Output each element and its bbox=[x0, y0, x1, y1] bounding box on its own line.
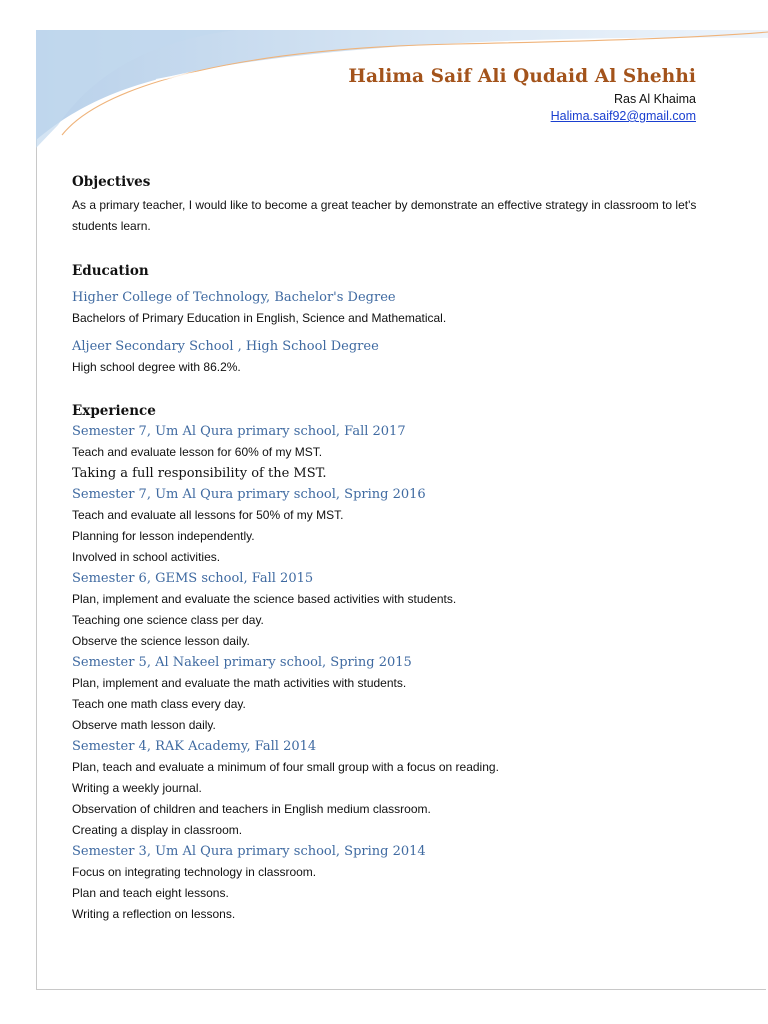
experience-item: Involved in school activities. bbox=[72, 550, 221, 564]
experience-item: Writing a reflection on lessons. bbox=[72, 907, 236, 921]
experience-item: Observation of children and teachers in English medium classroom. bbox=[72, 802, 431, 816]
experience-item: Teach one math class every day. bbox=[72, 697, 246, 711]
education-detail: High school degree with 86.2%. bbox=[72, 360, 241, 374]
experience-heading: Semester 6, GEMS school, Fall 2015 bbox=[72, 571, 314, 586]
objectives-text: As a primary teacher, I would like to become a great teacher by demonstrate an effective strategy in classroom to let's students learn. bbox=[72, 198, 697, 233]
education-heading: Higher College of Technology, Bachelor's Degree bbox=[72, 290, 396, 305]
candidate-location: Ras Al Khaima bbox=[614, 92, 696, 106]
experience-item: Planning for lesson independently. bbox=[72, 529, 255, 543]
experience-item-list bbox=[72, 673, 702, 736]
experience-item-list bbox=[72, 757, 702, 841]
experience-heading: Semester 4, RAK Academy, Fall 2014 bbox=[72, 739, 317, 754]
experience-item: Observe math lesson daily. bbox=[72, 718, 216, 732]
experience-item-list bbox=[72, 589, 702, 652]
resume-header bbox=[348, 66, 696, 125]
experience-item: Plan and teach eight lessons. bbox=[72, 886, 229, 900]
education-title: Education bbox=[72, 263, 149, 279]
experience-item: Plan, implement and evaluate the math activities with students. bbox=[72, 676, 407, 690]
experience-item-list bbox=[72, 505, 702, 568]
experience-item: Plan, teach and evaluate a minimum of four small group with a focus on reading. bbox=[72, 760, 499, 774]
resume-content bbox=[72, 174, 702, 925]
email-link[interactable]: Halima.saif92@gmail.com bbox=[550, 109, 696, 123]
experience-item: Teaching one science class per day. bbox=[72, 613, 264, 627]
experience-item: Teach and evaluate all lessons for 50% of my MST. bbox=[72, 508, 344, 522]
education-detail: Bachelors of Primary Education in English, Science and Mathematical. bbox=[72, 311, 447, 325]
candidate-name: Halima Saif Ali Qudaid Al Shehhi bbox=[348, 66, 696, 87]
experience-heading: Semester 3, Um Al Qura primary school, Spring 2014 bbox=[72, 844, 426, 859]
experience-item: Focus on integrating technology in classroom. bbox=[72, 865, 317, 879]
experience-item: Observe the science lesson daily. bbox=[72, 634, 250, 648]
experience-heading: Semester 7, Um Al Qura primary school, Fall 2017 bbox=[72, 424, 406, 439]
experience-item: Plan, implement and evaluate the science based activities with students. bbox=[72, 592, 457, 606]
objectives-title: Objectives bbox=[72, 174, 151, 190]
education-heading: Aljeer Secondary School , High School Degree bbox=[72, 339, 379, 354]
experience-item: Creating a display in classroom. bbox=[72, 823, 243, 837]
experience-heading: Semester 5, Al Nakeel primary school, Spring 2015 bbox=[72, 655, 412, 670]
experience-heading: Semester 7, Um Al Qura primary school, Spring 2016 bbox=[72, 487, 426, 502]
experience-title: Experience bbox=[72, 403, 156, 419]
experience-item-list bbox=[72, 442, 702, 463]
experience-item: Teach and evaluate lesson for 60% of my MST. bbox=[72, 445, 323, 459]
experience-item-list bbox=[72, 862, 702, 925]
experience-item: Writing a weekly journal. bbox=[72, 781, 202, 795]
experience-note: Taking a full responsibility of the MST. bbox=[72, 466, 327, 481]
